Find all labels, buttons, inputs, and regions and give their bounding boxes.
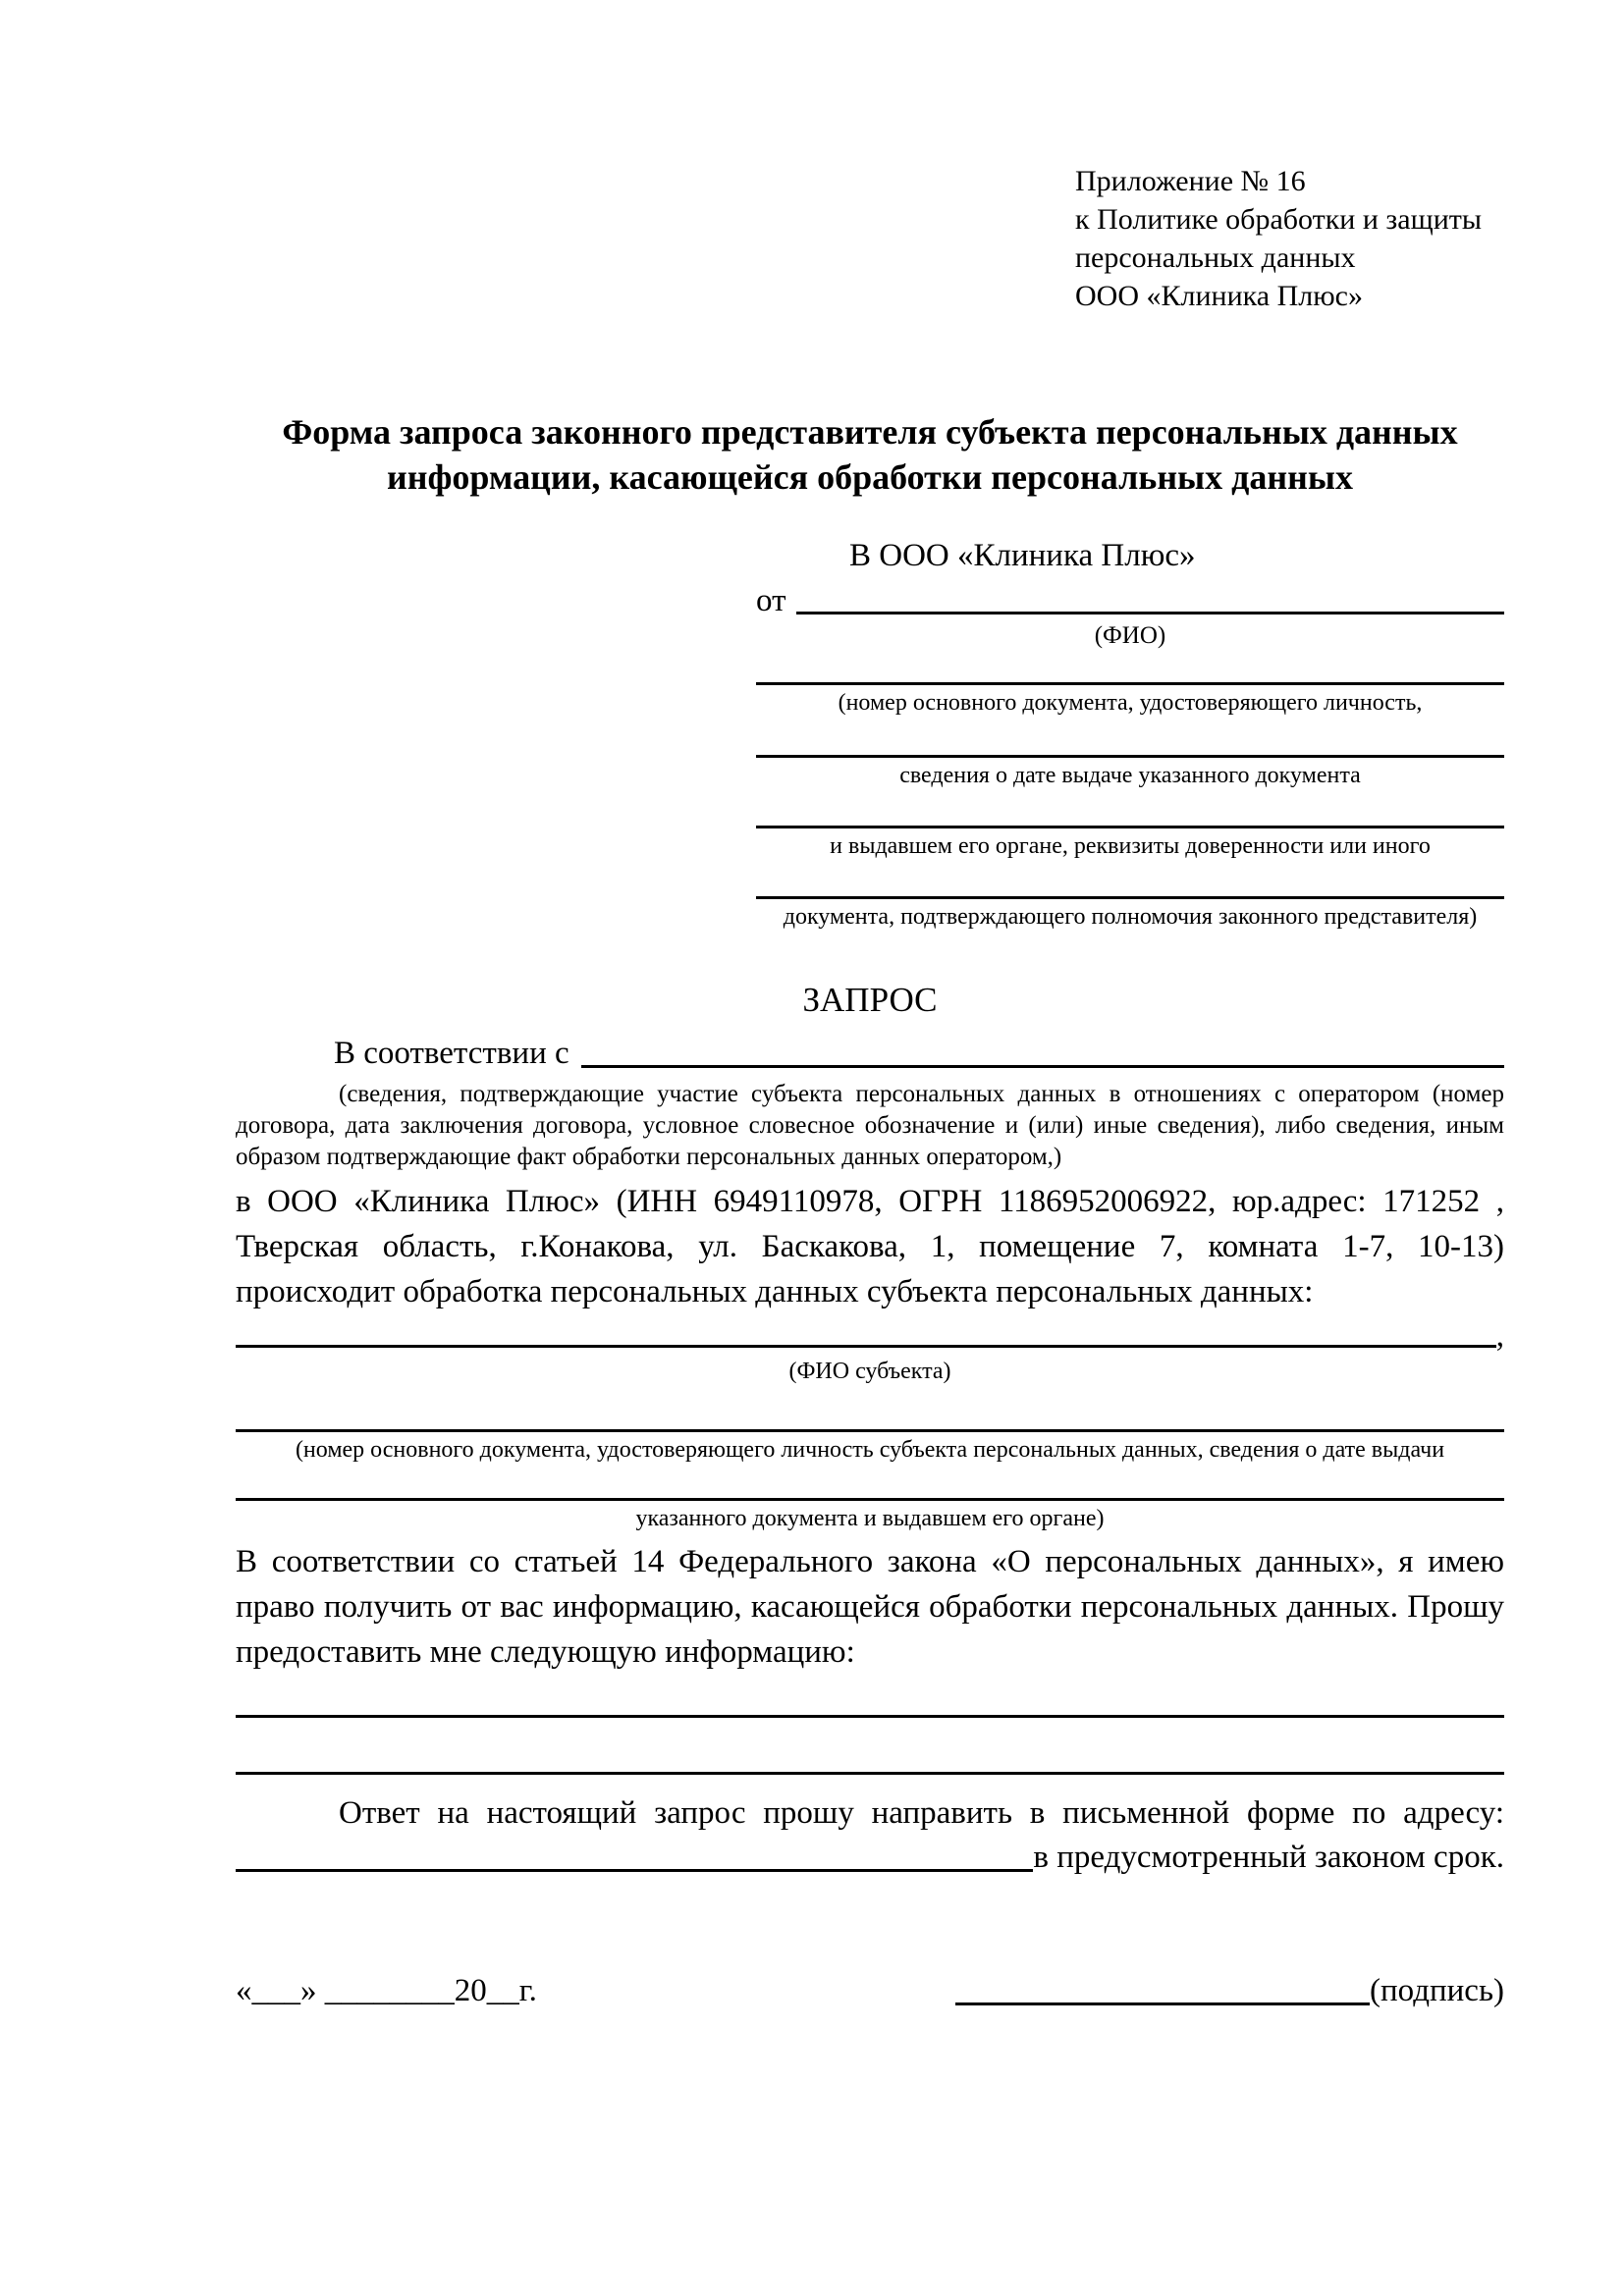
signature-group [955, 1969, 1504, 2012]
appendix-header [1075, 162, 1504, 315]
attorney-doc-line [756, 896, 1504, 899]
appendix-header-line: ООО «Клиника Плюс» [1075, 280, 1363, 312]
issuing-authority-field [756, 826, 1504, 861]
footer-row [236, 1969, 1504, 2012]
attorney-doc-caption: документа, подтверждающего полномочия законного представителя) [783, 904, 1478, 930]
date-line: «___» ________20__г. [236, 1973, 537, 2008]
form-title-line-2: информации, касающейся обработки персональных данных [387, 457, 1353, 497]
subject-doc-field-2 [236, 1498, 1504, 1533]
answer-address-row [236, 1836, 1504, 1879]
addressee-block [756, 535, 1504, 932]
law-paragraph: В соответствии со статьей 14 Федерального закона «О персональных данных», я имею право получить от вас информацию, касающейся обработки персональных данных. Прошу предоставить мне следующую информацию: [236, 1544, 1504, 1670]
signature-line [955, 2002, 1370, 2005]
requested-info-line-1 [236, 1679, 1504, 1718]
requested-info-line-2 [236, 1718, 1504, 1775]
basis-line [581, 1065, 1504, 1068]
signature-caption: (подпись) [1370, 1973, 1504, 2008]
subject-name-row [236, 1314, 1504, 1355]
subject-name-line [236, 1314, 1496, 1348]
subject-doc-line-1 [236, 1429, 1504, 1432]
issue-date-caption: сведения о дате выдаче указанного документа [899, 763, 1361, 788]
representative-name-line [796, 612, 1505, 614]
from-row [756, 580, 1504, 621]
issue-date-line [756, 755, 1504, 758]
appendix-header-line: персональных данных [1075, 241, 1356, 274]
operator-paragraph: в ООО «Клиника Плюс» (ИНН 6949110978, ОГРН 1186952006922, юр.адрес: 171252 , Тверская область, г.Конакова, ул. Баскакова, 1, помещение 7, комната 1-7, 10-13) происходит обработка персональных данных субъекта персональных данных: [236, 1184, 1504, 1309]
addressee-org: В ООО «Клиника Плюс» [849, 538, 1196, 573]
trailing-comma: , [1495, 1318, 1504, 1354]
issuing-authority-line [756, 826, 1504, 828]
form-title [236, 409, 1504, 500]
doc-number-line [756, 682, 1504, 685]
appendix-header-line: к Политике обработки и защиты [1075, 203, 1483, 236]
document-content [236, 0, 1504, 2012]
subject-fio-caption: (ФИО субъекта) [788, 1359, 951, 1384]
basis-note: (сведения, подтверждающие участие субъекта персональных данных в отношениях с оператором (номер договора, дата заключения договора, условное словесное обозначение и (или) иные сведения), либо сведения, иным образом подтверждающие факт обработки персональных данных оператором,) [236, 1081, 1504, 1170]
subject-doc-caption-1: (номер основного документа, удостоверяющего личность субъекта персональных данных, сведения о дате выдачи [295, 1437, 1445, 1463]
subject-doc-line-2 [236, 1498, 1504, 1501]
according-row [236, 1032, 1504, 1075]
attorney-doc-field [756, 896, 1504, 932]
according-label: В соответствии с [334, 1036, 569, 1071]
doc-number-caption: (номер основного документа, удостоверяющего личность, [838, 690, 1423, 716]
subject-doc-caption-2: указанного документа и выдавшем его органе) [635, 1506, 1105, 1531]
request-heading: ЗАПРОС [802, 981, 938, 1019]
form-title-line-1: Форма запроса законного представителя субъекта персональных данных [282, 412, 1458, 452]
subject-doc-field-1 [236, 1429, 1504, 1465]
answer-address-line [236, 1869, 1033, 1872]
issue-date-field [756, 755, 1504, 790]
answer-tail: в предусмотренный законом срок. [1033, 1840, 1504, 1875]
fio-caption: (ФИО) [1094, 622, 1166, 649]
issuing-authority-caption: и выдавшем его органе, реквизиты доверенности или иного [830, 833, 1431, 859]
answer-lead: Ответ на настоящий запрос прошу направить в письменной форме по адресу: [339, 1795, 1504, 1831]
doc-number-field [756, 682, 1504, 718]
appendix-header-line: Приложение № 16 [1075, 165, 1306, 197]
from-label: от [756, 583, 786, 618]
